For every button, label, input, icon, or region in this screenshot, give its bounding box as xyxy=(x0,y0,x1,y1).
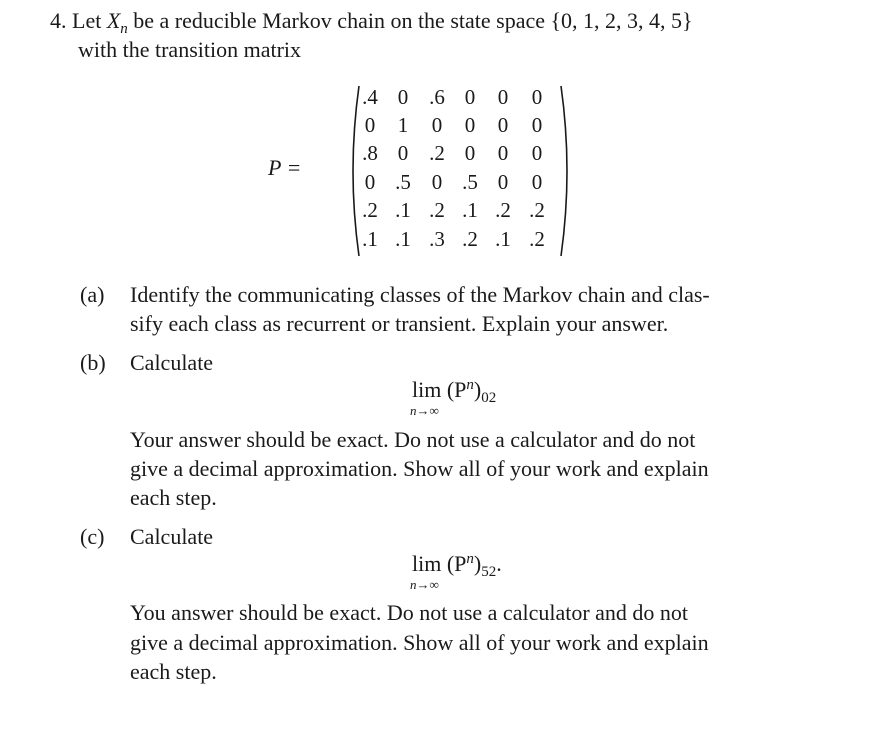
part-b-heading: Calculate xyxy=(130,350,214,375)
part-c-label: (c) xyxy=(80,524,105,549)
matrix-cell: 0 xyxy=(497,113,509,137)
variable-x: X xyxy=(106,8,121,33)
lim-operator: lim xyxy=(412,551,442,576)
matrix-cell: 0 xyxy=(364,170,376,194)
part-c-line3: each step. xyxy=(130,659,217,684)
matrix-cell: 0 xyxy=(497,85,509,109)
matrix-cell: 0 xyxy=(431,113,443,137)
part-b-line3: each step. xyxy=(130,485,217,510)
matrix-cell: .3 xyxy=(429,227,445,251)
part-b-label: (b) xyxy=(80,350,106,375)
problem-statement-line1 xyxy=(50,8,693,38)
power-n: n xyxy=(466,377,474,393)
matrix-cell: 0 xyxy=(364,113,376,137)
matrix-power-open: (P xyxy=(446,551,467,576)
matrix-cell: 0 xyxy=(531,170,543,194)
matrix-cell: 0 xyxy=(464,141,476,165)
matrix-cell: 0 xyxy=(497,141,509,165)
expression-end: . xyxy=(496,551,502,576)
part-c-line1: You answer should be exact. Do not use a calculator and do not xyxy=(130,600,689,625)
matrix-cell: .2 xyxy=(529,227,545,251)
matrix-cell: .2 xyxy=(529,198,545,222)
lim-operator: lim xyxy=(412,377,442,402)
matrix-power-open: (P xyxy=(446,377,467,402)
matrix-cell: 0 xyxy=(531,85,543,109)
matrix-entry-index: 02 xyxy=(481,390,497,406)
matrix-power-close: ) xyxy=(473,551,482,576)
matrix-cell: 0 xyxy=(531,141,543,165)
matrix-cell: .6 xyxy=(429,85,445,109)
problem-text-rest: be a reducible Markov chain on the state space {0, 1, 2, 3, 4, 5} xyxy=(127,8,693,33)
right-parenthesis xyxy=(561,86,567,256)
matrix-cell: .5 xyxy=(462,170,478,194)
matrix-cell: 0 xyxy=(464,113,476,137)
matrix-cell: .2 xyxy=(429,198,445,222)
part-b-line1: Your answer should be exact. Do not use a calculator and do not xyxy=(130,427,696,452)
matrix-label-text: P = xyxy=(268,155,302,180)
matrix-cell: .2 xyxy=(462,227,478,251)
part-b-line2: give a decimal approximation. Show all of your work and explain xyxy=(130,456,709,481)
part-c-line2: give a decimal approximation. Show all of your work and explain xyxy=(130,630,709,655)
lim-subscript: n→∞ xyxy=(410,577,439,592)
matrix-cell: 0 xyxy=(497,170,509,194)
matrix-cell: .1 xyxy=(495,227,511,251)
transition-matrix xyxy=(345,83,575,259)
part-a-line1: Identify the communicating classes of the Markov chain and clas- xyxy=(130,282,710,307)
matrix-label xyxy=(268,155,301,181)
matrix-cell: .1 xyxy=(395,227,411,251)
variable-n-subscript: n xyxy=(120,21,128,37)
matrix-cell: .8 xyxy=(362,141,378,165)
matrix-entry-index: 52 xyxy=(481,564,497,580)
matrix-cell: 1 xyxy=(397,113,409,137)
matrix-cell: .1 xyxy=(462,198,478,222)
matrix-cell: .2 xyxy=(495,198,511,222)
matrix-cell: 0 xyxy=(397,85,409,109)
matrix-cell: .1 xyxy=(395,198,411,222)
matrix-power-close: ) xyxy=(473,377,482,402)
matrix-cell: .5 xyxy=(395,170,411,194)
matrix-cell: .2 xyxy=(429,141,445,165)
matrix-cell: .1 xyxy=(362,227,378,251)
problem-text-start: Let xyxy=(72,8,107,33)
matrix-cell: 0 xyxy=(397,141,409,165)
matrix-cell: 0 xyxy=(531,113,543,137)
matrix-cell: .4 xyxy=(362,85,378,109)
part-c-heading: Calculate xyxy=(130,524,214,549)
lim-subscript: n→∞ xyxy=(410,403,439,418)
matrix-cell: .2 xyxy=(362,198,378,222)
matrix-cell: 0 xyxy=(464,85,476,109)
part-a-label: (a) xyxy=(80,282,105,307)
matrix-cell: 0 xyxy=(431,170,443,194)
power-n: n xyxy=(466,551,474,567)
problem-number: 4. xyxy=(50,8,67,33)
problem-statement-line2: with the transition matrix xyxy=(78,37,302,62)
part-a-line2: sify each class as recurrent or transient. Explain your answer. xyxy=(130,311,669,336)
